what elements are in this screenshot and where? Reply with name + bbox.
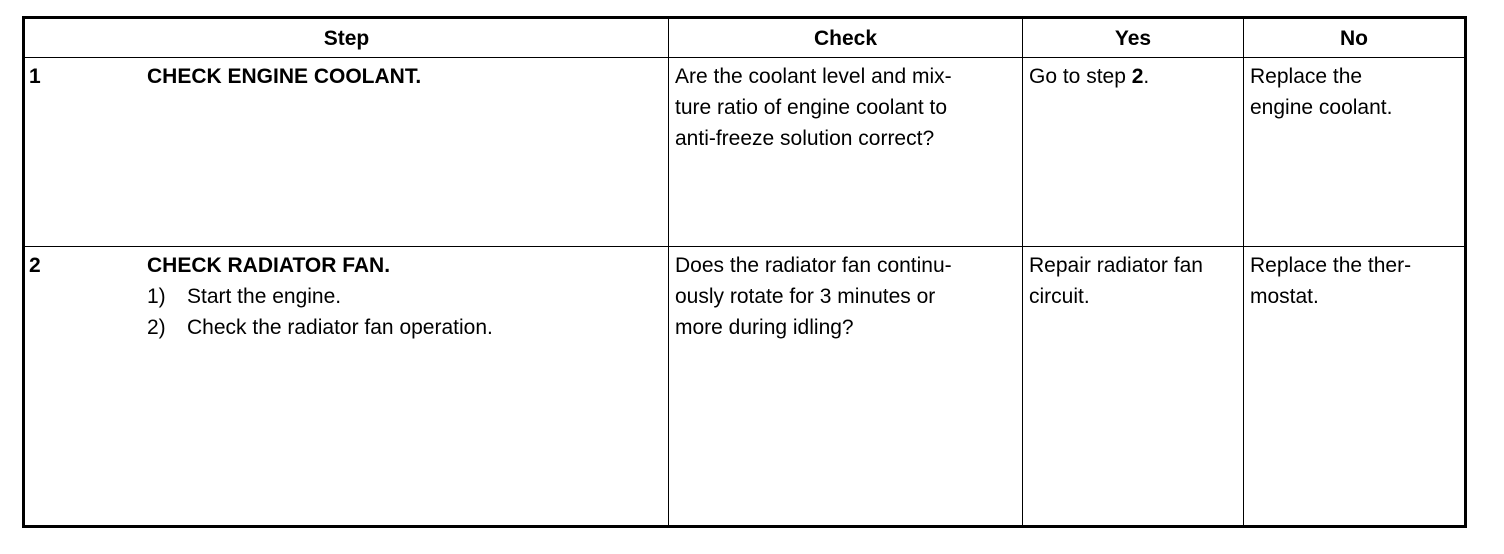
yes-text <box>1023 58 1243 92</box>
header-yes: Yes <box>1023 18 1244 58</box>
substep <box>147 312 668 343</box>
check-line: anti-freeze solution correct? <box>675 127 935 150</box>
yes-prefix: Go to step <box>1029 65 1132 88</box>
header-check: Check <box>669 18 1023 58</box>
header-step: Step <box>24 18 669 58</box>
no-cell <box>1244 58 1466 247</box>
yes-suffix: . <box>1143 65 1150 88</box>
header-row <box>24 18 1466 58</box>
substep-text: Check the radiator fan operation. <box>187 316 493 339</box>
substep-text: Start the engine. <box>187 285 342 308</box>
check-cell <box>669 58 1023 247</box>
yes-step-reference: 2 <box>1131 65 1144 88</box>
step-title: CHECK RADIATOR FAN. <box>147 254 391 277</box>
table-row <box>24 58 1466 247</box>
header-no: No <box>1244 18 1466 58</box>
no-line: Replace the <box>1250 65 1363 88</box>
yes-line: Repair radiator fan <box>1029 254 1203 277</box>
check-cell <box>669 247 1023 527</box>
check-line: ously rotate for 3 minutes or <box>675 285 936 308</box>
no-line: mostat. <box>1250 285 1319 308</box>
no-cell <box>1244 247 1466 527</box>
substep <box>147 281 668 312</box>
step-title: CHECK ENGINE COOLANT. <box>147 65 422 88</box>
check-line: more during idling? <box>675 316 854 339</box>
no-line: engine coolant. <box>1250 96 1393 119</box>
table-row <box>24 247 1466 527</box>
substep-number: 2) <box>147 316 166 339</box>
check-line: Are the coolant level and mix- <box>675 65 952 88</box>
step-cell <box>24 58 669 247</box>
diagnostic-table <box>22 16 1467 528</box>
yes-cell <box>1023 58 1244 247</box>
check-line: Does the radiator fan continu- <box>675 254 952 277</box>
step-number: 2 <box>29 254 41 277</box>
step-cell <box>24 247 669 527</box>
yes-cell <box>1023 247 1244 527</box>
check-line: ture ratio of engine coolant to <box>675 96 948 119</box>
step-number: 1 <box>29 65 41 88</box>
substep-number: 1) <box>147 285 166 308</box>
no-line: Replace the ther- <box>1250 254 1412 277</box>
yes-line: circuit. <box>1029 285 1090 308</box>
